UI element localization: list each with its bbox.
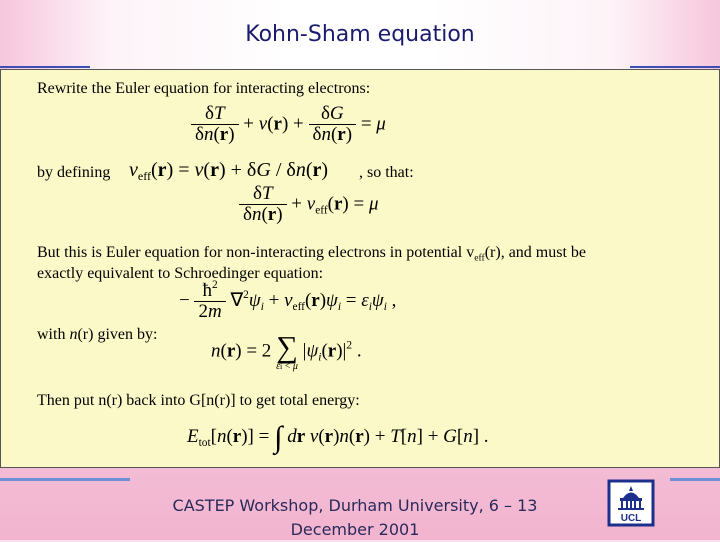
slide-title: Kohn-Sham equation — [245, 22, 475, 47]
footer-rule-right — [670, 478, 720, 481]
footer-line-1: CASTEP Workshop, Durham University, 6 – 13 — [172, 496, 538, 515]
veff-definition: $v_{eff}(r) = v(r) + \delta G / \delta n(r)$ — [129, 159, 329, 184]
logo-text: UCL — [620, 513, 642, 524]
defining-suffix: , so that: — [359, 164, 414, 181]
euler-intro-text: Rewrite the Euler equation for interacting electrons: — [37, 80, 371, 97]
footer-rule-left — [0, 478, 130, 481]
noninteracting-text-line1: But this is Euler equation for non-interacting electrons in potential $v_{eff}(r)$, and must be — [37, 244, 587, 264]
density-equation: n(r) = 2 ∑ εi < μ $|\psi_i(r)|^2$ . — [211, 330, 362, 373]
schroedinger-equation: − $\frac{ħ^2}{2m}$ $\nabla^2\psi_i + v_{eff}(r)\psi_i = \varepsilon_i\psi_i$ , — [179, 279, 397, 322]
title-rule-right — [630, 66, 720, 68]
ucl-logo-icon — [606, 478, 656, 528]
defining-prefix: by defining — [37, 164, 111, 181]
title-rule-left — [0, 66, 90, 68]
footer-citation — [150, 494, 560, 542]
content-panel — [0, 69, 720, 468]
total-energy-equation: $E_{tot}[n(r)]$ = ∫ dr v(r)n(r) + T[n] + G[n] . — [187, 420, 489, 454]
total-energy-label: Then put n(r) back into G[n(r)] to get total energy: — [37, 392, 360, 409]
euler-equation: $\frac{\delta T}{\delta n(r)}$ + v(r) + $\frac{\delta G}{\delta n(r)}$ = μ — [191, 104, 386, 146]
effective-euler-equation: $\frac{\delta T}{\delta n(r)}$ + $v_{eff}(r) = \mu$ — [239, 184, 379, 226]
noninteracting-text-line2: exactly equivalent to Schroedinger equation: — [37, 265, 324, 282]
density-label: with n(r) given by: — [37, 326, 158, 343]
footer-line-2: December 2001 — [290, 520, 420, 539]
ucl-logo — [606, 478, 656, 528]
